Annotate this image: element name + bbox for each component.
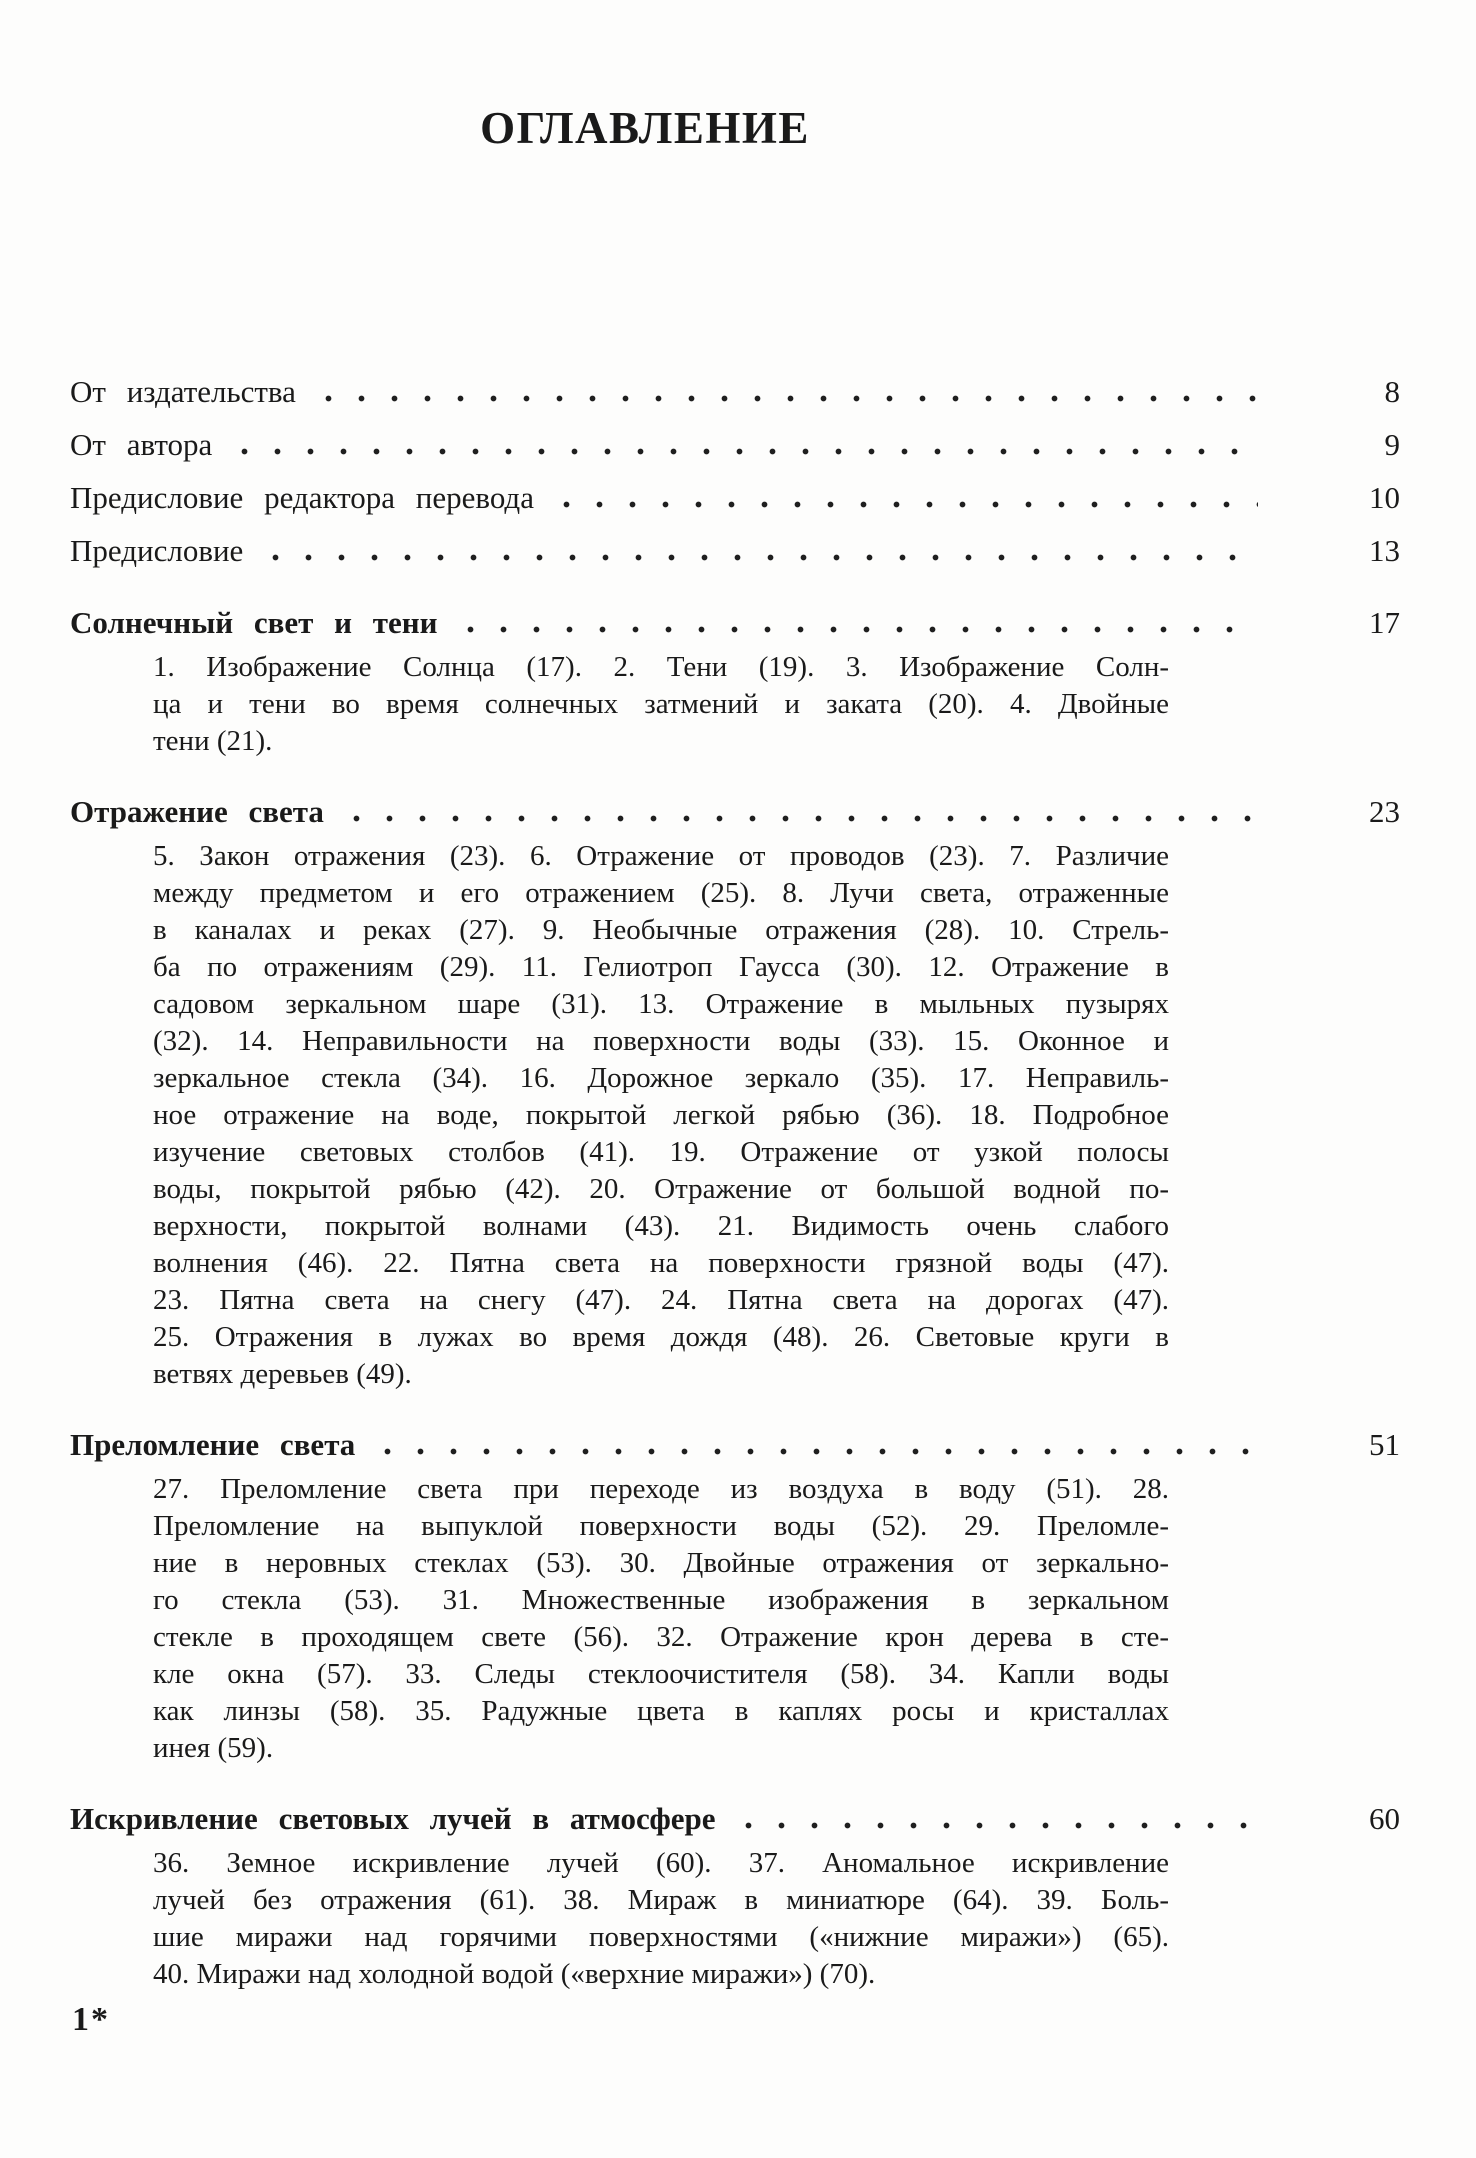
toc-entry-label: Отражение света <box>70 793 324 829</box>
dot-leader <box>550 500 1258 508</box>
toc-subentry-line: как линзы (58). 35. Радужные цвета в каплях росы и кристаллах <box>153 1694 1169 1727</box>
toc-row <box>70 478 1400 518</box>
toc-subentry-line: между предметом и его отражением (25). 8. Лучи света, отраженные <box>153 876 1169 909</box>
toc-entry-page-number: 10 <box>1369 479 1400 515</box>
toc-subentry-line: шие миражи над горячими поверхностями («нижние миражи») (65). <box>153 1920 1169 1953</box>
toc-subentry-line: ное отражение на воде, покрытой легкой рябью (36). 18. Подробное <box>153 1098 1169 1131</box>
dot-leader <box>340 814 1258 822</box>
signature-mark: 1* <box>72 2001 110 2038</box>
toc-subentry-line: го стекла (53). 31. Множественные изображения в зеркальном <box>153 1583 1169 1616</box>
toc-subentries <box>153 838 1169 1393</box>
toc-entry-label: Предисловие <box>70 532 244 568</box>
toc-row <box>70 425 1400 465</box>
toc-subentry-line: верхности, покрытой волнами (43). 21. Видимость очень слабого <box>153 1209 1169 1242</box>
toc-section-row <box>70 1425 1400 1465</box>
toc-subentries <box>153 1845 1169 1993</box>
toc-subentry-line: ба по отражениям (29). 11. Гелиотроп Гаусса (30). 12. Отражение в <box>153 950 1169 983</box>
toc-subentry-line: ние в неровных стеклах (53). 30. Двойные отражения от зеркально- <box>153 1546 1169 1579</box>
dot-leader <box>732 1821 1258 1829</box>
toc-subentry-line: садовом зеркальном шаре (31). 13. Отражение в мыльных пузырях <box>153 987 1169 1020</box>
dot-leader <box>228 447 1258 455</box>
dot-leader <box>371 1447 1258 1455</box>
toc-entry-page-number: 8 <box>1384 373 1400 409</box>
toc-section-row <box>70 792 1400 832</box>
toc-subentry-line: 1. Изображение Солнца (17). 2. Тени (19). 3. Изображение Солн- <box>153 650 1169 683</box>
toc-subentry-line: 40. Миражи над холодной водой («верхние миражи») (70). <box>153 1957 876 1990</box>
toc-subentries <box>153 649 1169 760</box>
dot-leader <box>454 625 1259 633</box>
toc-entry-page-number: 9 <box>1384 426 1400 462</box>
toc-subentry-line: волнения (46). 22. Пятна света на поверхности грязной воды (47). <box>153 1246 1169 1279</box>
toc-subentry-line: кле окна (57). 33. Следы стеклоочистителя (58). 34. Капли воды <box>153 1657 1169 1690</box>
toc-subentry-line: лучей без отражения (61). 38. Мираж в миниатюре (64). 39. Боль- <box>153 1883 1169 1916</box>
dot-leader <box>259 553 1258 561</box>
toc-subentry-line: (32). 14. Неправильности на поверхности воды (33). 15. Оконное и <box>153 1024 1169 1057</box>
toc-entry-page-number: 17 <box>1369 604 1400 640</box>
toc-entry-page-number: 51 <box>1369 1426 1400 1462</box>
toc-entry-label: Преломление света <box>70 1426 356 1462</box>
toc-subentry-line: ца и тени во время солнечных затмений и заката (20). 4. Двойные <box>153 687 1169 720</box>
toc-row <box>70 531 1400 571</box>
toc-entry-page-number: 13 <box>1369 532 1400 568</box>
toc-entry-label: От издательства <box>70 373 296 409</box>
toc-section-row <box>70 1799 1400 1839</box>
toc-entry-label: Предисловие редактора перевода <box>70 479 534 515</box>
toc-subentry-line: 25. Отражения в лужах во время дождя (48). 26. Световые круги в <box>153 1320 1169 1353</box>
toc-entry-label: Солнечный свет и тени <box>70 604 438 640</box>
toc-subentry-line: 36. Земное искривление лучей (60). 37. Аномальное искривление <box>153 1846 1169 1879</box>
toc-subentries <box>153 1471 1169 1767</box>
toc-subentry-line: ветвях деревьев (49). <box>153 1357 412 1390</box>
toc-subentry-line: 5. Закон отражения (23). 6. Отражение от проводов (23). 7. Различие <box>153 839 1169 872</box>
toc-subentry-line: зеркальное стекла (34). 16. Дорожное зеркало (35). 17. Неправиль- <box>153 1061 1169 1094</box>
toc-entry-page-number: 60 <box>1369 1800 1400 1836</box>
toc-subentry-line: тени (21). <box>153 724 273 757</box>
toc-entry-page-number: 23 <box>1369 793 1400 829</box>
toc-subentry-line: Преломление на выпуклой поверхности воды (52). 29. Преломле- <box>153 1509 1169 1542</box>
toc-list <box>70 372 1400 1993</box>
toc-subentry-line: 27. Преломление света при переходе из воздуха в воду (51). 28. <box>153 1472 1169 1505</box>
dot-leader <box>312 394 1258 402</box>
toc-entry-label: Искривление световых лучей в атмосфере <box>70 1800 716 1836</box>
page-title: ОГЛАВЛЕНИЕ <box>480 103 810 153</box>
toc-subentry-line: изучение световых столбов (41). 19. Отражение от узкой полосы <box>153 1135 1169 1168</box>
toc-entry-label: От автора <box>70 426 213 462</box>
toc-subentry-line: в каналах и реках (27). 9. Необычные отражения (28). 10. Стрель- <box>153 913 1169 946</box>
toc-subentry-line: воды, покрытой рябью (42). 20. Отражение от большой водной по- <box>153 1172 1169 1205</box>
toc-subentry-line: инея (59). <box>153 1731 274 1764</box>
toc-section-row <box>70 603 1400 643</box>
toc-row <box>70 372 1400 412</box>
toc-subentry-line: 23. Пятна света на снегу (47). 24. Пятна света на дорогах (47). <box>153 1283 1169 1316</box>
toc-subentry-line: стекле в проходящем свете (56). 32. Отражение крон дерева в сте- <box>153 1620 1169 1653</box>
